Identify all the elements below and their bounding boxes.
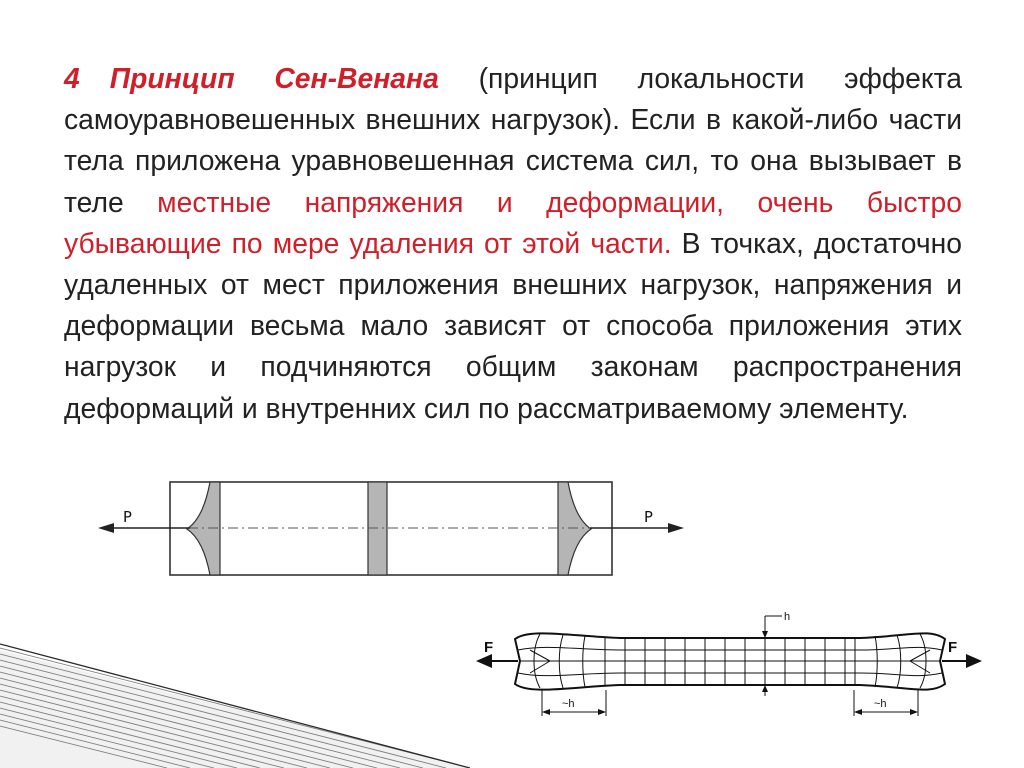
- paragraph-heading: Принцип Сен-Венана: [109, 62, 439, 94]
- right-distance-label: ~h: [874, 698, 887, 710]
- right-force-arrow: [668, 523, 684, 533]
- left-distance-label: ~h: [562, 698, 575, 710]
- right-force-label: P: [644, 508, 654, 526]
- paragraph-highlight: местные напряжения и деформации, очень быстро убывающие по мере удаления от этой части.: [64, 185, 962, 259]
- thickness-label: h: [784, 611, 791, 623]
- left-force-arrow: [98, 523, 114, 533]
- left-force-label: P: [123, 508, 133, 526]
- left-F-label: F: [484, 639, 494, 656]
- right-F-label: F: [948, 639, 958, 656]
- paragraph-number: 4: [64, 62, 80, 94]
- paragraph-rest: В точках, достаточно удаленных от мест приложения внешних нагрузок, напряжения и деформации весьма мало зависят от способа приложения этих нагрузок и подчиняются общим законам распространения деформаций и внутренних сил по рассматриваемому элементу.: [64, 226, 962, 424]
- left-F-arrow: [476, 654, 492, 668]
- corner-decoration: [0, 620, 470, 768]
- figure-stress-bar: [90, 474, 700, 584]
- figure-deformed-mesh: [470, 608, 990, 728]
- right-F-arrow: [966, 654, 982, 668]
- paragraph: [64, 58, 962, 429]
- paragraph-intro: (принцип локальности эффекта самоуравновешенных внешних нагрузок). Если в какой-либо части тела приложена уравновешенная система сил, то она вызывает в теле: [64, 62, 962, 218]
